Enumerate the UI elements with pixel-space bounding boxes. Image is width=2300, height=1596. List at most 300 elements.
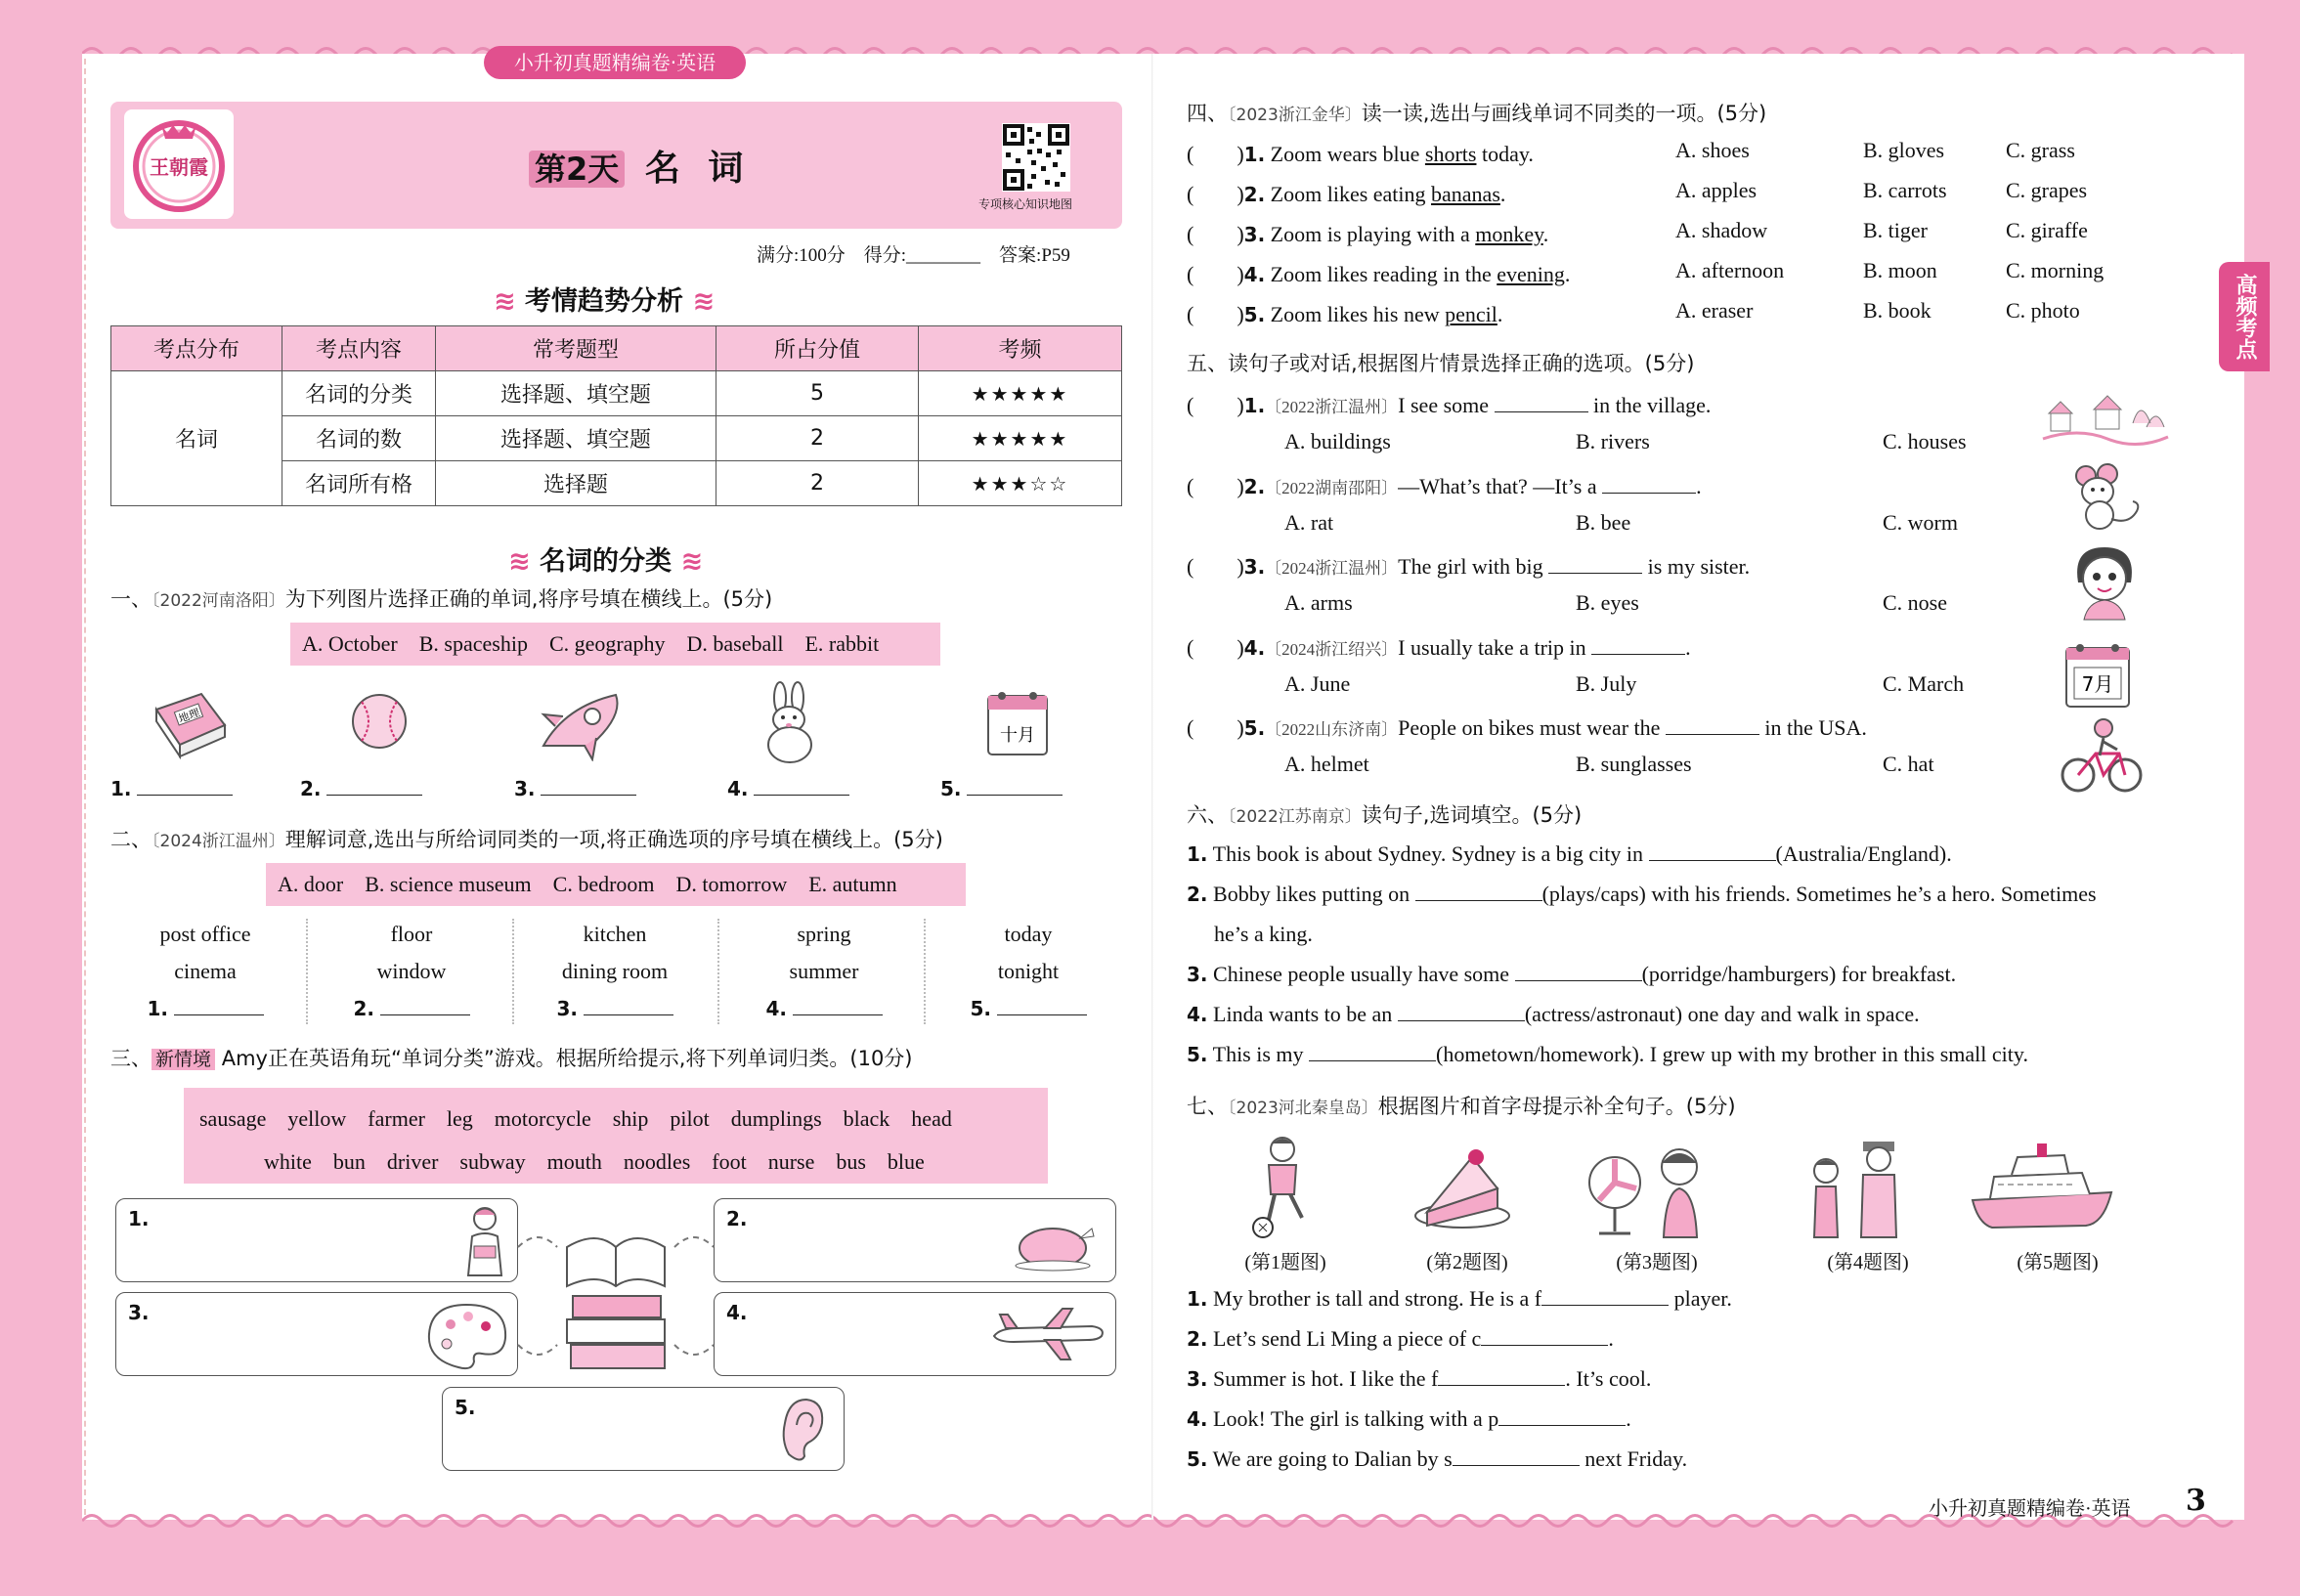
s1-answer-4	[727, 776, 849, 801]
item-number: 3.	[1187, 963, 1208, 986]
item-source: 〔2022山东济南〕	[1265, 720, 1399, 739]
book-label: 地理	[176, 706, 202, 726]
day-header	[110, 102, 1122, 229]
table-header-row	[111, 326, 1122, 371]
table-cell-stars: ★★★★★	[919, 371, 1122, 416]
answer-blank[interactable]	[1481, 1345, 1608, 1346]
option-a[interactable]: A. eraser	[1675, 298, 1754, 323]
sentence-part: .	[1564, 262, 1571, 286]
sentence-part: in the village.	[1587, 393, 1712, 417]
geography-book-icon	[147, 686, 229, 764]
s4-item-3	[1187, 218, 1548, 248]
option-b[interactable]: B. rivers	[1576, 429, 1650, 453]
table-cell: 5	[716, 371, 919, 416]
sentence-part: (actress/astronaut) one day and walk in space.	[1524, 1002, 1920, 1026]
item-number: 3.	[1243, 555, 1266, 579]
sentence-part: .	[1696, 474, 1702, 498]
sentence-part: This book is about Sydney. Sydney is a big city in	[1212, 841, 1649, 866]
option-b[interactable]: B. book	[1863, 298, 1931, 323]
table-cell: 2	[716, 461, 919, 506]
card-label: 2.	[726, 1207, 748, 1230]
option-c[interactable]: C. nose	[1883, 590, 1947, 615]
item-number: 4.	[1187, 1003, 1208, 1026]
sentence-part: (Australia/England).	[1775, 841, 1952, 866]
s6-line-2	[1187, 882, 2097, 907]
item-number: 4.	[1243, 636, 1266, 660]
option-b[interactable]: B. moon	[1863, 258, 1937, 282]
classify-title-text: 名词的分类	[540, 546, 673, 577]
s7-source: 〔2023河北秦皇岛〕	[1228, 1099, 1378, 1118]
answer-blank[interactable]	[1591, 654, 1685, 655]
s2-group-2	[333, 916, 490, 1027]
s4-item-4	[1187, 258, 1570, 288]
category-card-3[interactable]	[115, 1292, 518, 1376]
sentence-part: People on bikes must wear the	[1398, 715, 1666, 740]
village-houses-icon	[2039, 384, 2172, 453]
underlined-word: pencil	[1445, 302, 1497, 326]
top-banner: 小升初真题精编卷·英语	[484, 46, 746, 79]
girl-face-icon	[2070, 543, 2139, 622]
answer-blank[interactable]	[1498, 1425, 1626, 1426]
table-header: 考点内容	[282, 326, 436, 371]
sentence-part: —What’s that? —It’s a	[1398, 474, 1603, 498]
s1-heading	[110, 583, 772, 613]
answer-blank[interactable]	[1666, 734, 1759, 735]
october-calendar-icon	[982, 686, 1053, 760]
s4-text: 读一读,选出与画线单词不同类的一项。(5分)	[1361, 102, 1767, 125]
s5-head: 五、	[1187, 352, 1228, 375]
item-number: 5.	[1187, 1043, 1208, 1066]
s7-line-3	[1187, 1366, 1651, 1392]
item-source: 〔2024浙江温州〕	[1265, 559, 1399, 578]
option-a[interactable]: A. June	[1284, 671, 1351, 696]
answer-label: 4.	[765, 997, 787, 1020]
answer-bracket[interactable]: ( )	[1187, 393, 1244, 417]
card-label: 4.	[726, 1301, 748, 1324]
sentence-part: This is my	[1212, 1042, 1310, 1066]
s1-source: 〔2022河南洛阳〕	[152, 591, 285, 611]
footer-title: 小升初真题精编卷·英语	[1929, 1498, 2131, 1520]
option-b[interactable]: B. carrots	[1863, 178, 1947, 202]
s1-head: 一、	[110, 587, 152, 611]
table-cell: 2	[716, 416, 919, 461]
answer-bracket[interactable]: ( )	[1187, 474, 1244, 498]
option-a[interactable]: A. arms	[1284, 590, 1353, 615]
option-a[interactable]: A. apples	[1675, 178, 1758, 202]
s1-answer-5	[940, 776, 1063, 801]
bottom-wave-border	[82, 1510, 2244, 1531]
item-number: 4.	[1187, 1407, 1208, 1431]
option-c[interactable]: C. morning	[2006, 258, 2105, 282]
item-number: 2.	[1187, 1327, 1208, 1351]
s2-group-4	[746, 916, 902, 1027]
item-number: 1.	[1243, 143, 1266, 166]
sentence-part: (plays/caps) with his friends. Sometimes he’s a hero. Sometimes	[1541, 882, 2097, 906]
sentence-part: (porridge/hamburgers) for breakfast.	[1641, 962, 1957, 986]
qr-code-icon[interactable]	[1002, 123, 1070, 192]
item-number: 2.	[1187, 883, 1208, 906]
answer-label: 2.	[353, 997, 374, 1020]
option-b[interactable]: B. bee	[1576, 510, 1631, 535]
score-line: 满分:100分 得分:________ 答案:P59	[757, 245, 1070, 266]
option-c[interactable]: C. March	[1883, 671, 1965, 696]
sentence-part: .	[1497, 302, 1503, 326]
answer-blank[interactable]	[1515, 980, 1642, 981]
item-number: 5.	[1243, 303, 1266, 326]
sentence-part: Zoom likes eating	[1270, 182, 1432, 206]
sentence-part: . It’s cool.	[1565, 1366, 1652, 1391]
answer-label: 4.	[727, 777, 749, 800]
item-number: 1.	[1187, 1287, 1208, 1311]
cyclist-icon	[2061, 716, 2143, 795]
side-tab[interactable]: 高频考点	[2219, 262, 2270, 371]
item-number: 3.	[1243, 223, 1266, 246]
group-word: tonight	[997, 959, 1060, 983]
answer-blank[interactable]	[1438, 1385, 1565, 1386]
group-divider	[512, 919, 514, 1024]
s2-text: 理解词意,选出与所给词同类的一项,将正确选项的序号填在横线上。(5分)	[284, 828, 943, 851]
option-c[interactable]: C. hat	[1883, 752, 1934, 776]
july-calendar-icon	[2062, 640, 2133, 711]
table-cell-stars: ★★★☆☆	[919, 461, 1122, 506]
s3-heading	[110, 1043, 913, 1072]
item-number: 1.	[1187, 842, 1208, 866]
sentence-part: .	[1685, 635, 1691, 660]
answer-bracket[interactable]: ( )	[1187, 715, 1244, 740]
sentence-part: next Friday.	[1579, 1446, 1688, 1471]
word-bank-row: sausage yellow farmer leg motorcycle ship pilot dumplings black head	[199, 1106, 952, 1131]
answer-bracket[interactable]: ( )	[1187, 182, 1244, 206]
option-c[interactable]: C. grapes	[2006, 178, 2088, 202]
item-number: 2.	[1243, 475, 1266, 498]
s3-text: Amy正在英语角玩“单词分类”游戏。根据所给提示,将下列单词归类。(10分)	[221, 1047, 913, 1070]
answer-blank[interactable]	[584, 1014, 673, 1015]
answer-blank[interactable]	[997, 1014, 1087, 1015]
table-header: 常考题型	[436, 326, 716, 371]
s2-source: 〔2024浙江温州〕	[152, 832, 285, 851]
s6-heading	[1187, 799, 1582, 829]
baseball-icon	[350, 692, 409, 751]
sentence-part: Linda wants to be an	[1213, 1002, 1398, 1026]
option-b[interactable]: B. gloves	[1863, 138, 1945, 162]
answer-blank[interactable]	[380, 1014, 470, 1015]
group-divider	[306, 919, 308, 1024]
answer-bracket[interactable]: ( )	[1187, 222, 1244, 246]
sentence-part: is my sister.	[1642, 554, 1751, 579]
calendar-label: 7月	[2081, 672, 2114, 696]
sentence-part: Zoom is playing with a	[1270, 222, 1476, 246]
s6-head: 六、	[1187, 803, 1228, 827]
group-word: kitchen	[583, 922, 647, 946]
word-bank-row: white bun driver subway mouth noodles foot nurse bus blue	[264, 1149, 925, 1174]
s1-text: 为下列图片选择正确的单词,将序号填在横线上。(5分)	[284, 587, 773, 611]
group-word: post office	[159, 922, 251, 946]
option-b[interactable]: B. July	[1576, 671, 1637, 696]
card-label: 3.	[128, 1301, 150, 1324]
answer-blank[interactable]	[1602, 493, 1696, 494]
s5-heading	[1187, 348, 1694, 377]
s2-group-5	[950, 916, 1107, 1027]
s6-line-1	[1187, 841, 1952, 867]
answer-label: 5.	[970, 997, 991, 1020]
table-cell-stars: ★★★★★	[919, 416, 1122, 461]
s1-options: A. October B. spaceship C. geography D. baseball E. rabbit	[290, 623, 940, 666]
table-header: 考频	[919, 326, 1122, 371]
group-word: floor	[390, 922, 433, 946]
sentence-part: player.	[1669, 1286, 1732, 1311]
option-b[interactable]: B. eyes	[1576, 590, 1639, 615]
category-card-5[interactable]	[442, 1387, 845, 1471]
sentence-part: I see some	[1398, 393, 1495, 417]
answer-blank[interactable]	[326, 795, 422, 796]
answer-blank[interactable]	[1649, 860, 1776, 861]
option-a[interactable]: A. afternoon	[1675, 258, 1785, 282]
s4-item-2	[1187, 178, 1505, 208]
table-cell: 名词的分类	[282, 371, 436, 416]
answer-blank[interactable]	[1541, 1305, 1669, 1306]
s6-line-4	[1187, 1002, 1920, 1027]
item-source: 〔2024浙江绍兴〕	[1265, 640, 1399, 659]
answer-blank[interactable]	[1495, 411, 1588, 412]
picture-caption: (第3题图)	[1616, 1252, 1698, 1273]
item-number: 1.	[1243, 394, 1266, 417]
s2-group-3	[537, 916, 693, 1027]
item-number: 3.	[1187, 1367, 1208, 1391]
answer-label: 1.	[110, 777, 132, 800]
table-cell-group: 名词	[111, 371, 282, 506]
s5-item-2	[1187, 470, 1702, 500]
s7-head: 七、	[1187, 1095, 1228, 1118]
ear-icon	[777, 1396, 826, 1464]
answer-blank[interactable]	[754, 795, 849, 796]
option-a[interactable]: A. buildings	[1284, 429, 1391, 453]
item-number: 5.	[1243, 716, 1266, 740]
card-label: 1.	[128, 1207, 150, 1230]
cake-icon	[1413, 1138, 1511, 1235]
item-source: 〔2022浙江温州〕	[1265, 398, 1399, 416]
answer-label: 3.	[514, 777, 536, 800]
s7-line-2	[1187, 1326, 1614, 1352]
card-label: 5.	[455, 1396, 476, 1419]
logo-text: 王朝霞	[150, 155, 208, 179]
option-c[interactable]: C. worm	[1883, 510, 1958, 535]
answer-blank[interactable]	[1398, 1020, 1525, 1021]
answer-label: 5.	[940, 777, 962, 800]
group-divider	[924, 919, 926, 1024]
answer-blank[interactable]	[1415, 900, 1542, 901]
table-cell: 名词所有格	[282, 461, 436, 506]
group-word: spring	[797, 922, 851, 946]
table-cell: 选择题、填空题	[436, 416, 716, 461]
option-b[interactable]: B. sunglasses	[1576, 752, 1692, 776]
answer-bracket[interactable]: ( )	[1187, 554, 1244, 579]
classify-title: ≋ 名词的分类 ≋	[508, 546, 704, 577]
option-a[interactable]: A. rat	[1284, 510, 1334, 535]
sentence-part: Zoom likes his new	[1270, 302, 1446, 326]
s3-head: 三、	[110, 1047, 152, 1070]
trend-table	[110, 325, 1122, 506]
s4-item-1	[1187, 138, 1534, 168]
nurse-icon	[460, 1203, 509, 1277]
answer-blank[interactable]	[1309, 1060, 1436, 1061]
sentence-part: .	[1608, 1326, 1614, 1351]
option-a[interactable]: A. helmet	[1284, 752, 1369, 776]
sentence-part: Look! The girl is talking with a p	[1213, 1406, 1499, 1431]
s7-line-1	[1187, 1286, 1732, 1312]
s2-group-1	[127, 916, 283, 1027]
logo-badge-icon	[124, 109, 234, 219]
table-row	[111, 371, 1122, 416]
s2-head: 二、	[110, 828, 152, 851]
answer-blank[interactable]	[793, 1014, 883, 1015]
answer-blank[interactable]	[174, 1014, 264, 1015]
picture-caption: (第1题图)	[1244, 1252, 1326, 1273]
sentence-part: Zoom likes reading in the	[1270, 262, 1497, 286]
roast-chicken-icon	[1014, 1217, 1096, 1272]
category-card-4[interactable]	[714, 1292, 1116, 1376]
day-title	[529, 141, 751, 191]
s5-item-1	[1187, 389, 1711, 419]
answer-label: 3.	[556, 997, 578, 1020]
group-word: summer	[789, 959, 859, 983]
s6-line-5	[1187, 1042, 2028, 1067]
item-number: 5.	[1187, 1447, 1208, 1471]
spaceship-icon	[536, 687, 633, 761]
underlined-word: monkey	[1475, 222, 1543, 246]
item-number: 2.	[1243, 183, 1266, 206]
trend-title-text: 考情趋势分析	[525, 286, 684, 317]
answer-blank[interactable]	[1453, 1465, 1580, 1466]
s7-heading	[1187, 1091, 1736, 1120]
books-center-icon	[508, 1218, 723, 1394]
sentence-part: Zoom wears blue	[1270, 142, 1425, 166]
s5-text: 读句子或对话,根据图片情景选择正确的选项。(5分)	[1228, 352, 1695, 375]
rat-icon	[2068, 462, 2145, 533]
answer-label: 1.	[147, 997, 168, 1020]
s6-line-3	[1187, 962, 1956, 987]
new-context-badge: 新情境	[152, 1049, 215, 1070]
group-word: cinema	[174, 959, 237, 983]
s7-line-5	[1187, 1446, 1687, 1472]
table-cell: 名词的数	[282, 416, 436, 461]
option-c[interactable]: C. giraffe	[2006, 218, 2088, 242]
day-tag: 第2天	[529, 151, 625, 188]
picture-caption: (第2题图)	[1426, 1252, 1508, 1273]
answer-blank[interactable]	[541, 795, 636, 796]
s4-source: 〔2023浙江金华〕	[1228, 106, 1362, 125]
picture-caption: (第4题图)	[1827, 1252, 1909, 1273]
s2-heading	[110, 824, 943, 853]
item-number: 4.	[1243, 263, 1266, 286]
sentence-part: .	[1542, 222, 1549, 246]
s6-line-2-cont: he’s a king.	[1214, 922, 1313, 946]
category-card-1[interactable]	[115, 1198, 518, 1282]
s4-head: 四、	[1187, 102, 1228, 125]
table-cell: 选择题	[436, 461, 716, 506]
underlined-word: shorts	[1424, 142, 1477, 166]
option-c[interactable]: C. photo	[2006, 298, 2080, 323]
group-word: window	[376, 959, 447, 983]
picture-caption: (第5题图)	[2017, 1252, 2099, 1273]
football-player-icon	[1247, 1134, 1316, 1239]
s6-text: 读句子,选词填空。(5分)	[1361, 803, 1583, 827]
s6-source: 〔2022江苏南京〕	[1228, 807, 1362, 827]
underlined-word: bananas	[1431, 182, 1500, 206]
book-fold	[1151, 54, 1153, 1520]
table-cell: 选择题、填空题	[436, 371, 716, 416]
fan-girl-icon	[1582, 1138, 1718, 1239]
s5-item-3	[1187, 550, 1750, 581]
page-number: 3	[2186, 1484, 2206, 1518]
answer-label: 2.	[300, 777, 322, 800]
answer-blank[interactable]	[137, 795, 233, 796]
sentence-part: I usually take a trip in	[1398, 635, 1592, 660]
sentence-part: The girl with big	[1398, 554, 1549, 579]
item-source: 〔2022湖南邵阳〕	[1265, 479, 1399, 497]
sentence-part: My brother is tall and strong. He is a f	[1213, 1286, 1542, 1311]
qr-label: 专项核心知识地图	[978, 197, 1073, 211]
ship-icon	[1969, 1142, 2115, 1235]
logo	[124, 109, 234, 219]
s1-answer-3	[514, 776, 636, 801]
answer-bracket[interactable]: ( )	[1187, 302, 1244, 326]
s5-item-5	[1187, 712, 1867, 742]
option-c[interactable]: C. grass	[2006, 138, 2075, 162]
sentence-part: .	[1626, 1406, 1631, 1431]
option-c[interactable]: C. houses	[1883, 429, 1967, 453]
sentence-part: in the USA.	[1758, 715, 1867, 740]
sentence-part: We are going to Dalian by s	[1212, 1446, 1453, 1471]
group-word: dining room	[561, 959, 669, 983]
rabbit-icon	[755, 680, 825, 764]
table-header: 考点分布	[111, 326, 282, 371]
group-divider	[717, 919, 719, 1024]
option-b[interactable]: B. tiger	[1863, 218, 1928, 242]
s1-answer-1	[110, 776, 233, 801]
sentence-part: Chinese people usually have some	[1213, 962, 1515, 986]
trend-title: ≋ 考情趋势分析 ≋	[494, 286, 716, 317]
answer-bracket[interactable]: ( )	[1187, 262, 1244, 286]
sentence-part: today.	[1476, 142, 1534, 166]
option-a[interactable]: A. shadow	[1675, 218, 1768, 242]
s2-options: A. door B. science museum C. bedroom D. tomorrow E. autumn	[266, 863, 966, 906]
answer-bracket[interactable]: ( )	[1187, 635, 1244, 660]
sentence-part: (hometown/homework). I grew up with my brother in this small city.	[1436, 1042, 2028, 1066]
cut-line	[84, 59, 86, 1515]
sentence-part: .	[1499, 182, 1506, 206]
answer-bracket[interactable]: ( )	[1187, 142, 1244, 166]
s7-line-4	[1187, 1406, 1631, 1432]
table-header: 所占分值	[716, 326, 919, 371]
option-a[interactable]: A. shoes	[1675, 138, 1750, 162]
calendar-label: 十月	[1000, 725, 1035, 746]
sentence-part: Let’s send Li Ming a piece of c	[1213, 1326, 1482, 1351]
sentence-part: Bobby likes putting on	[1213, 882, 1415, 906]
answer-blank[interactable]	[967, 795, 1063, 796]
s1-answer-2	[300, 776, 422, 801]
airplane-icon	[990, 1307, 1107, 1361]
underlined-word: evening	[1497, 262, 1565, 286]
color-palette-icon	[423, 1301, 509, 1371]
sentence-part: Summer is hot. I like the f	[1213, 1366, 1439, 1391]
answer-blank[interactable]	[1548, 573, 1642, 574]
category-card-2[interactable]	[714, 1198, 1116, 1282]
s7-text: 根据图片和首字母提示补全句子。(5分)	[1377, 1095, 1736, 1118]
s4-item-5	[1187, 298, 1502, 328]
chapter-title: 名 词	[644, 149, 752, 189]
s4-heading	[1187, 98, 1766, 127]
s3-word-bank	[184, 1088, 1048, 1184]
